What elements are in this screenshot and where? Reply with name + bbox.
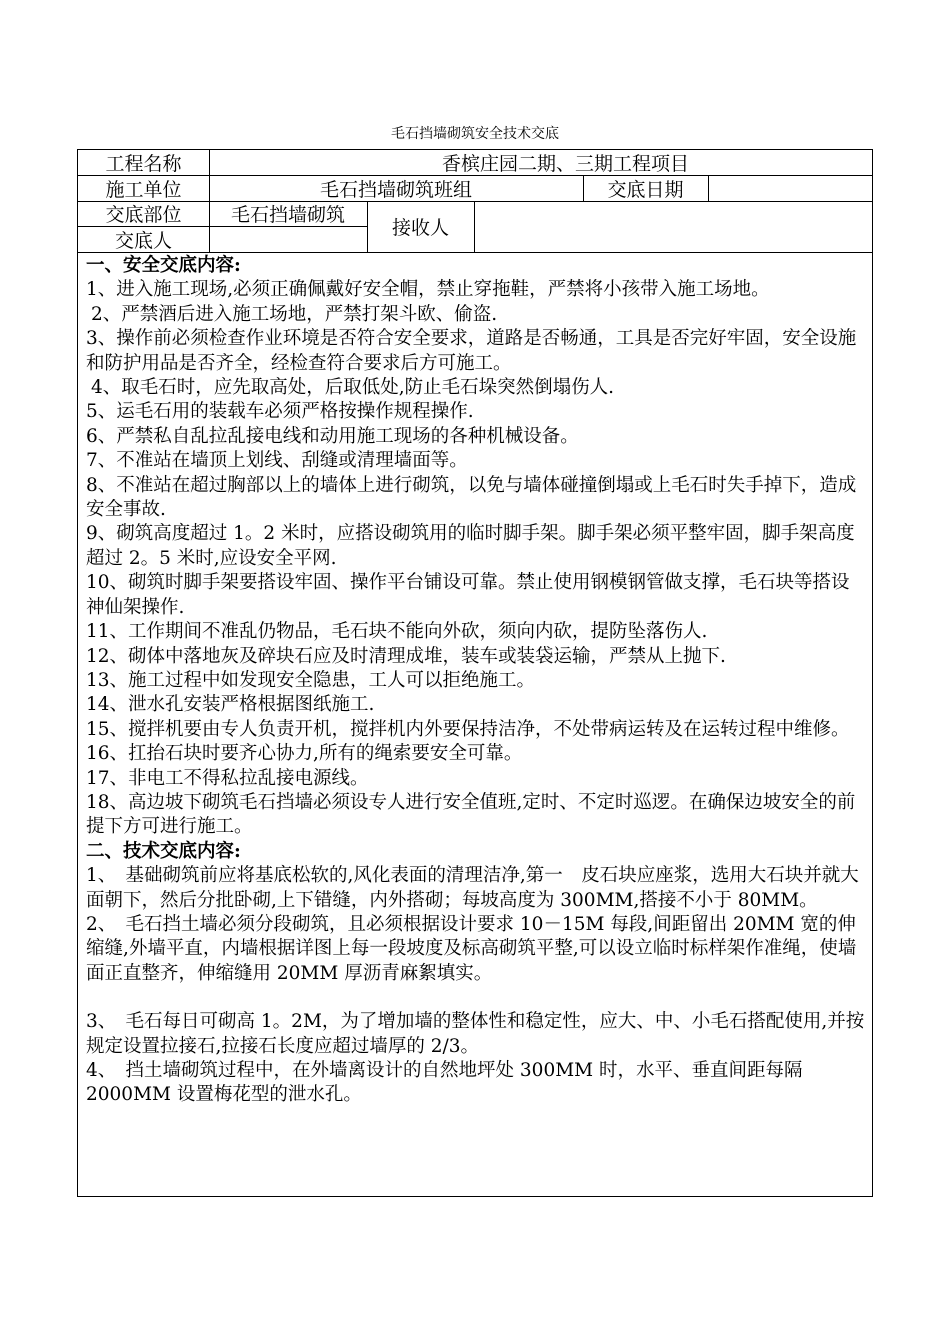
handover-content: [86, 254, 866, 1108]
handover-table: [77, 149, 873, 1197]
receiver-value: [474, 201, 872, 252]
safety-item: 6、严禁私自乱拉乱接电线和动用施工现场的各种机械设备。: [86, 425, 579, 447]
tech-item: 1、 基础砌筑前应将基底松软的,风化表面的清理洁净,第一 皮石块应座浆，选用大石块并就大面朝下，然后分批卧砌,上下错缝，内外搭砌；每坡高度为 300MM,搭接不小于 80MM。: [86, 865, 859, 911]
safety-item: 18、高边坡下砌筑毛石挡墙必须设专人进行安全值班,定时、不定时巡逻。在确保边坡安全的前提下方可进行施工。: [86, 791, 856, 838]
safety-item: 11、工作期间不准乱仍物品，毛石块不能向外砍，须向内砍，提防坠落伤人.: [86, 621, 708, 643]
project-name-label: 工程名称: [105, 153, 182, 175]
safety-item: 16、扛抬石块时要齐心协力,所有的绳索要安全可靠。: [86, 743, 523, 765]
construction-unit-value: 毛石挡墙砌筑班组: [319, 178, 472, 201]
construction-unit-label: 施工单位: [105, 178, 182, 201]
safety-item: 7、不准站在墙顶上划线、刮缝或清理墙面等。: [86, 450, 468, 472]
handover-part-value: 毛石挡墙砌筑: [230, 204, 345, 226]
handover-part-label: 交底部位: [105, 204, 182, 226]
handover-date-value: [708, 175, 872, 201]
safety-item: 9、砌筑高度超过 1。2 米时，应搭设砌筑用的临时脚手架。脚手架必须平整牢固，脚手架高度超过 2。5 米时,应设安全平网.: [86, 523, 855, 569]
handover-person-label: 交底人: [114, 229, 172, 252]
handover-person-value: [209, 226, 367, 252]
document-title: 毛石挡墙砌筑安全技术交底: [391, 126, 559, 142]
safety-item: 14、泄水孔安装严格根据图纸施工.: [86, 694, 375, 716]
receiver-label: 接收人: [391, 217, 449, 239]
safety-item: 15、搅拌机要由专人负责开机，搅拌机内外要保持洁净，不处带病运转及在运转过程中维修。: [86, 718, 850, 740]
safety-item: 3、操作前必须检查作业环境是否符合安全要求，道路是否畅通，工具是否完好牢固，安全设施和防护用品是否齐全，经检查符合要求后方可施工。: [86, 328, 857, 374]
safety-item: 2、严禁酒后进入施工场地，严禁打架斗欧、偷盗.: [91, 303, 498, 325]
handover-date-label: 交底日期: [607, 178, 684, 201]
safety-item: 1、进入施工现场,必须正确佩戴好安全帽，禁止穿拖鞋，严禁将小孩带入施工场地。: [86, 279, 770, 301]
tech-item: 2、 毛石挡土墙必须分段砌筑，且必须根据设计要求 10－15M 每段,间距留出 20MM 宽的伸缩缝,外墙平直，内墙根据详图上每一段坡度及标高砌筑平整,可以设立临时标样架作准绳，使墙面正直整齐，伸缩缝用 20MM 厚沥青麻絮填实。: [86, 913, 857, 984]
safety-heading: 一、安全交底内容:: [86, 255, 241, 276]
project-name-value: 香槟庄园二期、三期工程项目: [441, 153, 689, 175]
tech-item: 4、 挡土墙砌筑过程中，在外墙离设计的自然地坪处 300MM 时，水平、垂直间距每隔 2000MM 设置梅花型的泄水孔。: [86, 1060, 803, 1106]
safety-item: 12、砌体中落地灰及碎块石应及时清理成堆，装车或装袋运输，严禁从上抛下.: [86, 645, 726, 667]
safety-item: 4、取毛石时，应先取高处，后取低处,防止毛石垛突然倒塌伤人.: [91, 377, 615, 399]
tech-heading: 二、技术交底内容:: [86, 840, 241, 862]
safety-item: 10、砌筑时脚手架要搭设牢固、操作平台铺设可靠。禁止使用钢模钢管做支撑，毛石块等搭设神仙架操作.: [86, 572, 850, 618]
safety-item: 5、运毛石用的装载车必须严格按操作规程操作.: [86, 401, 474, 423]
tech-item: 3、 毛石每日可砌高 1。2M，为了增加墙的整体性和稳定性，应大、中、小毛石搭配使用,并按规定设置拉接石,拉接石长度应超过墙厚的 2/3。: [86, 1011, 865, 1057]
row-divider: [78, 252, 872, 253]
blank-line: [86, 986, 866, 1010]
safety-item: 13、施工过程中如发现安全隐患，工人可以拒绝施工。: [86, 669, 536, 691]
safety-item: 17、非电工不得私拉乱接电源线。: [86, 767, 369, 789]
safety-item: 8、不准站在超过胸部以上的墙体上进行砌筑，以免与墙体碰撞倒塌或上毛石时失手掉下，造成安全事故.: [86, 474, 857, 521]
